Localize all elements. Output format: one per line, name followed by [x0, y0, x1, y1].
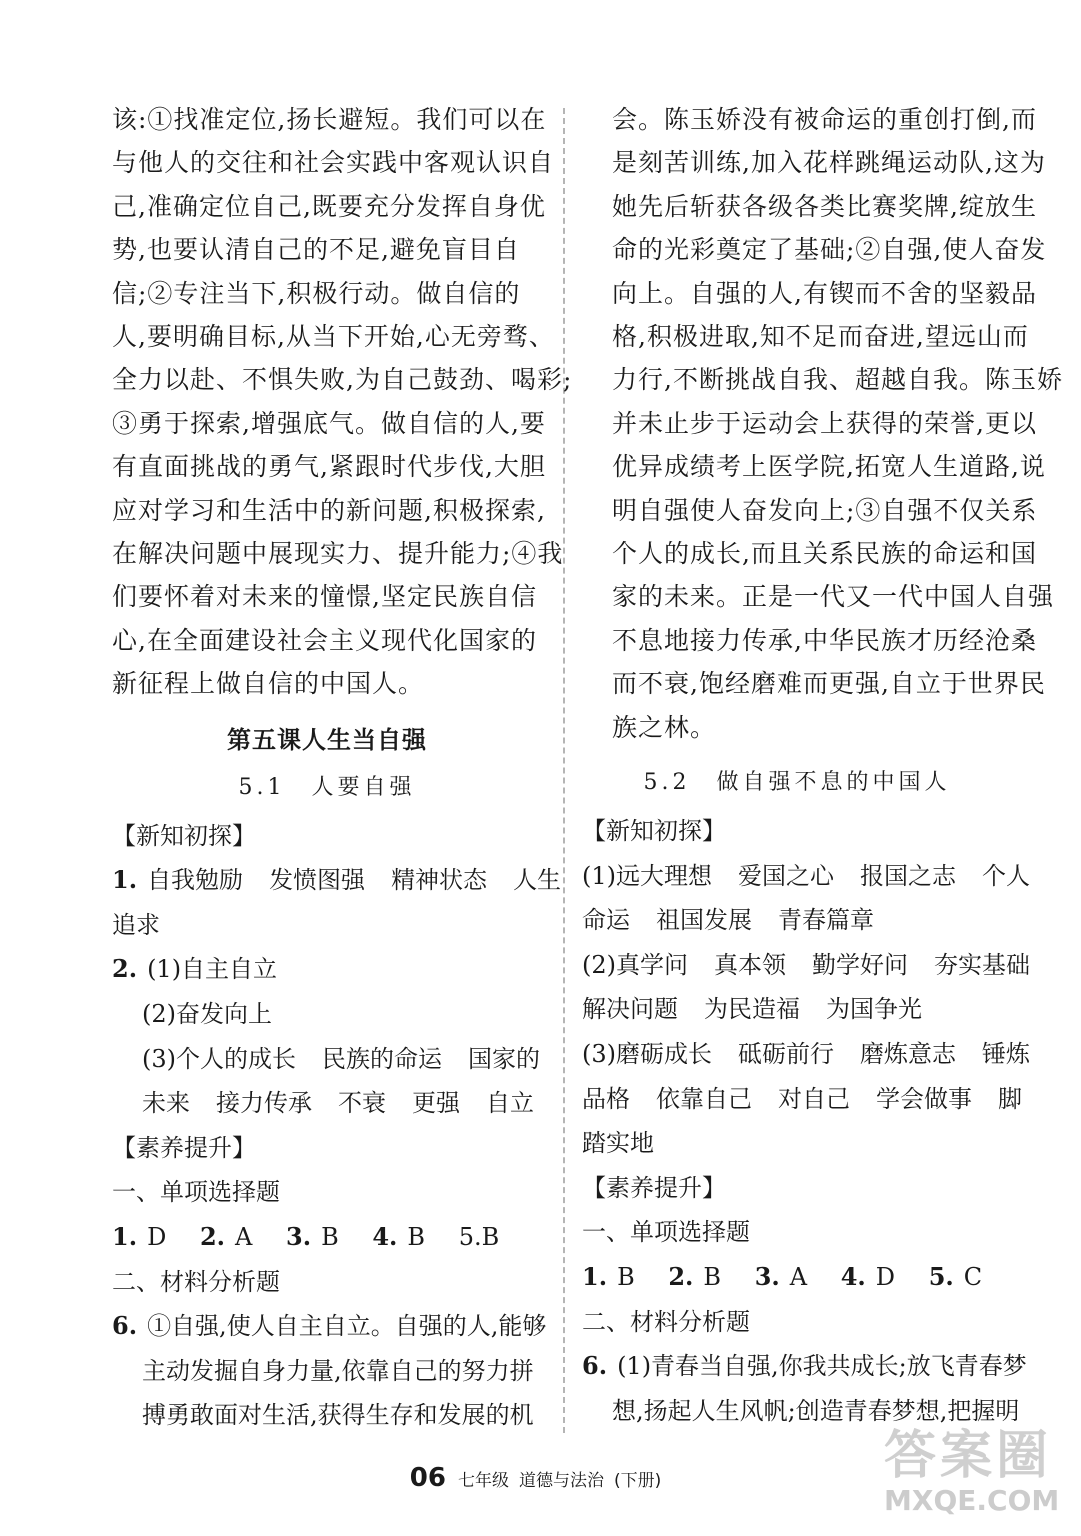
column-divider: [563, 108, 565, 1433]
choice-answer: B: [321, 1223, 339, 1252]
answer-term: 民族的命运: [322, 1044, 442, 1073]
text-line: 该:①找准定位,扬长避短。我们可以在: [112, 105, 547, 134]
choice-answer: A: [789, 1263, 808, 1292]
answer-k2-cont: [582, 987, 1012, 1032]
choice-answer: A: [235, 1223, 253, 1252]
watermark-logo: 答案圈: [884, 1426, 1053, 1486]
choice-answer: B: [703, 1263, 722, 1292]
answer-k1: [582, 854, 1030, 899]
answer-term: 青春篇章: [778, 906, 874, 935]
multiple-choice-label: 一、单项选择题: [112, 1178, 280, 1207]
right-intro-paragraph: [582, 98, 1063, 749]
text-line: 心,在全面建设社会主义现代化国家的: [112, 625, 537, 655]
footer-grade: 七年级: [457, 1471, 509, 1491]
answer-term: 报国之志: [860, 861, 956, 890]
text-line: 们要怀着对未来的憧憬,坚定民族自信: [112, 582, 537, 612]
question-number: 4.: [840, 1262, 866, 1292]
new-knowledge-label: 【新知初探】: [112, 821, 256, 850]
answer-term: 祖国发展: [656, 906, 752, 935]
answer-term: 不衰: [338, 1089, 386, 1118]
answer-term: 精神状态: [391, 866, 488, 895]
answer-term: 品格: [582, 1084, 630, 1113]
answer-q2-b: (2)奋发向上: [142, 1000, 272, 1029]
choice-answer: C: [963, 1263, 983, 1292]
answer-term: 更强: [412, 1089, 460, 1118]
answer-term: 脚: [998, 1084, 1022, 1113]
left-intro-paragraph: [112, 98, 573, 706]
answer-term: (2)真学问: [582, 950, 688, 979]
text-line: 而不衰,饱经磨难而更强,自立于世界民: [612, 669, 1046, 699]
text-line: 明自强使人奋发向上;③自强不仅关系: [612, 495, 1038, 525]
text-line: 人,要明确目标,从当下开始,心无旁骛、: [112, 322, 555, 352]
multiple-choice-answers: [112, 1215, 542, 1260]
text-line: 全力以赴、不惧失败,为自己鼓劲、喝彩;: [112, 365, 573, 395]
page-number: 06: [409, 1463, 446, 1493]
answer-q1-cont: 追求: [112, 910, 160, 939]
multiple-choice-answers: [582, 1255, 1012, 1300]
text-line: 是刻苦训练,加入花样跳绳运动队,这为: [612, 148, 1046, 178]
text-line: 她先后斩获各级各类比赛奖牌,绽放生: [612, 191, 1037, 221]
footer-subject: 道德与法治: [518, 1471, 604, 1491]
answer-term: 命运: [582, 906, 630, 935]
answer-term: 解决问题: [582, 995, 678, 1024]
answer-term: 真本领: [714, 950, 786, 979]
answer-k3-cont: [582, 1077, 1022, 1122]
answer-term: 为民造福: [704, 995, 800, 1024]
answer-k3: [582, 1032, 1030, 1077]
answer-term: 磨炼意志: [860, 1040, 956, 1069]
question-number: 1.: [582, 1262, 608, 1292]
text-line: ③勇于探索,增强底气。做自信的人,要: [112, 408, 546, 438]
question-number: 2.: [668, 1262, 694, 1292]
question-number: 2.: [199, 1222, 226, 1252]
answer-k2: [582, 943, 1030, 988]
choice-answer: D: [875, 1263, 896, 1292]
question-number: 2.: [112, 954, 138, 984]
answer-q6: [582, 1344, 1027, 1389]
multiple-choice-label: 一、单项选择题: [582, 1218, 750, 1247]
answer-term: 为国争光: [826, 995, 922, 1024]
text-line: 命的光彩奠定了基础;②自强,使人奋发: [612, 235, 1047, 265]
text-line: 个人的成长,而且关系民族的命运和国: [612, 539, 1037, 569]
text-line: 并未止步于运动会上获得的荣誉,更以: [612, 408, 1037, 438]
question-number: 3.: [286, 1222, 312, 1252]
question-number: 6.: [582, 1351, 608, 1381]
text-line: 在解决问题中展现实力、提升能力;④我: [112, 539, 564, 569]
answer-term: 自立: [486, 1089, 534, 1118]
answer-term: 依靠自己: [656, 1084, 752, 1113]
text-line: 族之林。: [612, 712, 717, 742]
question-number: 5.: [928, 1262, 954, 1292]
text-line: 势,也要认清自己的不足,避免盲目自: [112, 235, 520, 265]
left-column: [112, 98, 573, 1438]
text-line: 有直面挑战的勇气,紧跟时代步伐,大胆: [112, 452, 546, 482]
answer-term: 人生: [513, 866, 562, 895]
footer-volume: (下册): [613, 1471, 662, 1491]
analysis-label: 二、材料分析题: [582, 1307, 750, 1336]
watermark: [884, 1426, 1074, 1526]
text-line: 优异成绩考上医学院,拓宽人生道路,说: [612, 452, 1046, 482]
question-number: 3.: [754, 1262, 780, 1292]
answer-term: 勤学好问: [812, 950, 908, 979]
answer-term: 锤炼: [982, 1040, 1030, 1069]
literacy-label: 【素养提升】: [112, 1133, 256, 1162]
answer-term: 学会做事: [876, 1084, 972, 1113]
answer-term: 未来: [142, 1089, 190, 1118]
answer-term: 接力传承: [216, 1089, 312, 1118]
text-line: 家的未来。正是一代又一代中国人自强: [612, 582, 1055, 612]
text-line: (1)青春当自强,你我共成长;放飞青春梦: [617, 1352, 1027, 1381]
question-number: 4.: [372, 1222, 398, 1252]
choice-answer: B: [407, 1223, 426, 1252]
answer-term: 爱国之心: [738, 861, 834, 890]
answer-term: 对自己: [778, 1084, 850, 1113]
lesson-title: 第五课人生当自强: [227, 725, 427, 754]
question-number: 1.: [112, 865, 138, 895]
answer-term: (3)个人的成长: [142, 1044, 296, 1073]
choice-answer: 5.B: [458, 1223, 500, 1252]
text-line: 会。陈玉娇没有被命运的重创打倒,而: [612, 105, 1037, 134]
section-title: 5.1 人要自强: [238, 774, 416, 800]
choice-answer: B: [617, 1263, 635, 1292]
text-line: 与他人的交往和社会实践中客观认识自: [112, 148, 555, 178]
text-line: 己,准确定位自己,既要充分发挥自身优: [112, 191, 546, 221]
text-line: 应对学习和生活中的新问题,积极探索,: [112, 495, 546, 525]
choice-answer: D: [147, 1223, 167, 1252]
answer-term: 国家的: [468, 1044, 540, 1073]
question-number: 6.: [112, 1311, 138, 1341]
new-knowledge-label: 【新知初探】: [582, 817, 726, 846]
answer-term: 自我勉励: [147, 866, 244, 895]
literacy-label: 【素养提升】: [582, 1173, 726, 1202]
text-line: 力行,不断挑战自我、超越自我。陈玉娇: [612, 365, 1063, 395]
answer-q2: [112, 947, 542, 992]
text-line: 格,积极进取,知不足而奋进,望远山而: [612, 322, 1029, 352]
answer-q2-c-cont: [112, 1081, 542, 1126]
answer-q6: [112, 1304, 547, 1349]
answer-q1: [112, 858, 562, 903]
answer-term: 砥砺前行: [738, 1040, 834, 1069]
text-line: 新征程上做自信的中国人。: [112, 669, 425, 699]
answer-term: 发愤图强: [269, 866, 366, 895]
right-column: [582, 98, 1063, 1433]
answer-term: 个人: [982, 861, 1030, 890]
answer-k3-cont2: 踏实地: [582, 1129, 654, 1158]
text-line: 搏勇敢面对生活,获得生存和发展的机: [142, 1401, 534, 1430]
text-line: 主动发掘自身力量,依靠自己的努力拼: [142, 1356, 534, 1385]
watermark-url: MXQE.COM: [884, 1484, 1060, 1517]
question-number: 1.: [112, 1222, 138, 1252]
analysis-label: 二、材料分析题: [112, 1267, 280, 1296]
answer-q2-c: [112, 1037, 542, 1082]
section-title: 5.2 做自强不息的中国人: [643, 770, 951, 796]
answer-term: (1)远大理想: [582, 861, 712, 890]
text-line: 向上。自强的人,有锲而不舍的坚毅品: [612, 278, 1037, 308]
text-line: ①自强,使人自主自立。自强的人,能够: [147, 1312, 547, 1341]
answer-term: (1)自主自立: [147, 955, 278, 984]
answer-term: 夯实基础: [934, 950, 1030, 979]
text-line: 信;②专注当下,积极行动。做自信的: [112, 278, 521, 308]
answer-k1-cont: [582, 898, 1012, 943]
text-line: 不息地接力传承,中华民族才历经沧桑: [612, 625, 1037, 655]
text-line: 想,扬起人生风帆;创造青春梦想,把握明: [612, 1396, 1020, 1425]
answer-term: (3)磨砺成长: [582, 1040, 712, 1069]
